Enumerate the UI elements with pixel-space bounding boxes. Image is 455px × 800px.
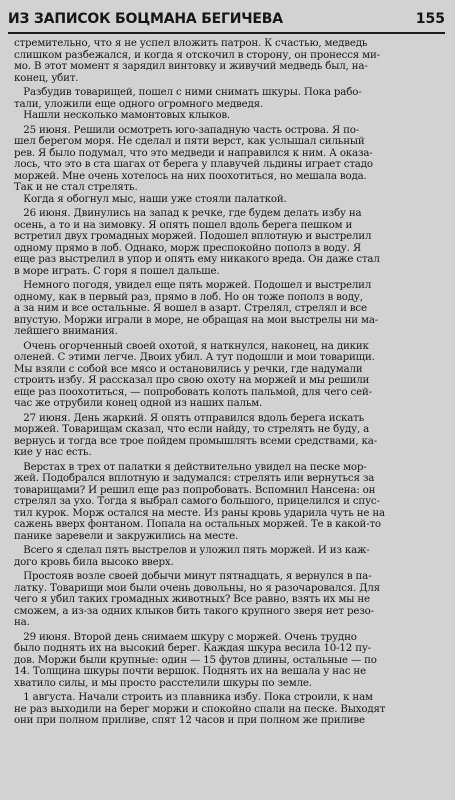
text-line: Верстах в трех от палатки я действительно увидел на песке мор- [14, 460, 367, 473]
text-line: латку. Товарищи мои были очень довольны, но я разочаровался. Для [14, 581, 380, 594]
text-line: Немного погодя, увидел еще пять моржей. Подошел и выстрелил [14, 279, 372, 291]
text-line: 25 июня. Решили осмотреть юго-западную часть острова. Я по- [14, 123, 360, 136]
text-line: слишком разбежался, и когда я отскочил в сторону, он пронесся ми- [14, 48, 380, 61]
text-line: рев. Я было подумал, что это медведи и направился к ним. А оказа- [14, 146, 373, 159]
text-line: тил курок. Морж остался на месте. Из раны кровь ударила чуть не на [14, 506, 385, 519]
paragraph [14, 87, 446, 122]
paragraph [14, 413, 446, 459]
text-line: оленей. С этими легче. Двоих убил. А тут подошли и мои товарищи. [14, 351, 375, 363]
text-line: стремительно, что я не успел вложить патрон. К счастью, медведь [14, 38, 368, 49]
text-line: они при полном приливе, спят 12 часов и при полном же приливе [14, 714, 365, 726]
paragraph [14, 545, 446, 568]
text-line: чего я убил таких громадных животных? Все равно, взять их мы не [14, 593, 370, 605]
text-line: лейшего внимания. [14, 325, 118, 337]
text-line: не раз выходили на берег моржи и спокойно спали на песке. Выходят [14, 702, 386, 715]
text-line: Нашли несколько мамонтовых клыков. [14, 109, 230, 121]
body-text [14, 38, 446, 794]
text-line: Очень огорченный своей охотой, я наткнулся, наконец, на дикик [14, 339, 369, 352]
page-number: 155 [415, 11, 445, 27]
paragraph [14, 571, 446, 629]
text-line: было поднять их на высокий берег. Каждая шкура весила 10-12 пу- [14, 642, 371, 654]
text-line: час же отрубили конец одной из наших пальм. [14, 397, 263, 409]
text-line: тали, уложили еще одного огромного медведя. [14, 97, 263, 110]
text-line: моржей. Мне очень хотелось на них поохотиться, но мешала вода. [14, 169, 367, 182]
paragraph [14, 462, 446, 543]
text-line: встретил двух громадных моржей. Подошел вплотную и выстрелил [14, 230, 372, 242]
text-line: строить избу. Я рассказал про свою охоту на моржей и мы решили [14, 374, 370, 386]
header-rule [8, 32, 445, 34]
text-line: дов. Моржи были крупные: один — 15 футов длины, остальные — по [14, 653, 377, 666]
text-line: Всего я сделал пять выстрелов и уложил пять моржей. И из каж- [14, 544, 370, 556]
text-line: стрелял за ухо. Тогда я выбрал самого большого, прицелился и спус- [14, 495, 380, 507]
text-line: моржей. Товарищам сказал, что если найду, то стрелять не буду, а [14, 423, 370, 435]
text-line: Когда я обогнул мыс, наши уже стояли палаткой. [14, 192, 287, 205]
text-line: 29 июня. Второй день снимаем шкуру с моржей. Очень трудно [14, 630, 357, 643]
text-line: хватило силы, и мы просто расстелили шкуры по земле. [14, 676, 312, 689]
text-line: впустую. Моржи играли в море, не обращая на мои выстрелы ни ма- [14, 313, 379, 326]
text-line: 1 августа. Начали строить из плавника избу. Пока строили, к нам [14, 691, 373, 703]
text-line: Разбудив товарищей, пошел с ними снимать шкуры. Пока рабо- [14, 86, 362, 98]
running-title: ИЗ ЗАПИСОК БОЦМАНА БЕГИЧЕВА [8, 11, 283, 27]
text-line: 27 июня. День жаркий. Я опять отправился вдоль берега искать [14, 411, 365, 424]
text-line: конец, убит. [14, 71, 79, 84]
text-line: жей. Подобрался вплотную и задумался: стрелять или вернуться за [14, 472, 375, 484]
text-line: одному, как в первый раз, прямо в лоб. Но он тоже пополз в воду, [14, 290, 363, 303]
text-line: 26 июня. Двинулись на запад к речке, где будем делать избу на [14, 207, 362, 219]
text-line: мо. В этот момент я зарядил винтовку и живучий медведь был, на- [14, 60, 368, 72]
text-line: одному прямо в лоб. Однако, морж преспокойно пополз в воду. Я [14, 241, 361, 254]
text-line: Так и не стал стрелять. [14, 181, 138, 193]
text-line: кие у нас есть. [14, 446, 92, 458]
text-line: сажень вверх фонтаном. Попала на остальных моржей. Те в какой-то [14, 518, 381, 530]
text-line: дого кровь била высоко вверх. [14, 555, 174, 568]
text-line: сможем, а из-за одних клыков бить такого крупного зверя нет резо- [14, 604, 374, 617]
text-line: а за ним и все остальные. Я вошел в азарт. Стрелял, стрелял и все [14, 302, 367, 314]
paragraph [14, 208, 446, 277]
page-header [8, 10, 445, 34]
paragraph [14, 280, 446, 338]
paragraph [14, 692, 446, 727]
text-line: еще раз поохотиться, — попробовать колоть пальмой, для чего сей- [14, 385, 372, 398]
text-line: 14. Толщина шкуры почти вершок. Поднять их на вешала у нас не [14, 665, 366, 677]
text-line: на. [14, 616, 30, 628]
text-line: лось, что это в ста шагах от берега у плавучей льдины играет стадо [14, 158, 373, 170]
text-line: товарищами? И решил еще раз попробовать. Вспомнил Нансена: он [14, 483, 376, 496]
paragraph [14, 632, 446, 690]
text-line: панике заревели и закружились на месте. [14, 529, 239, 542]
text-line: Простояв возле своей добычи минут пятнадцать, я вернулся в па- [14, 570, 372, 582]
text-line: еще раз выстрелил в упор и опять ему никакого вреда. Он даже стал [14, 253, 380, 265]
text-line: вернусь и тогда все трое пойдем промышлять всеми средствами, ка- [14, 434, 377, 447]
text-line: Мы взяли с собой все мясо и остановились у речки, где надумали [14, 362, 363, 375]
text-line: в море играть. С горя я пошел дальше. [14, 264, 220, 277]
text-line: осень, а то и на зимовку. Я опять пошел вдоль берега пешком и [14, 218, 353, 231]
text-line: шел берегом моря. Не сделал и пяти верст, как услышал сильный [14, 135, 365, 147]
paragraph [14, 341, 446, 410]
paragraph [14, 38, 446, 84]
paragraph [14, 125, 446, 206]
